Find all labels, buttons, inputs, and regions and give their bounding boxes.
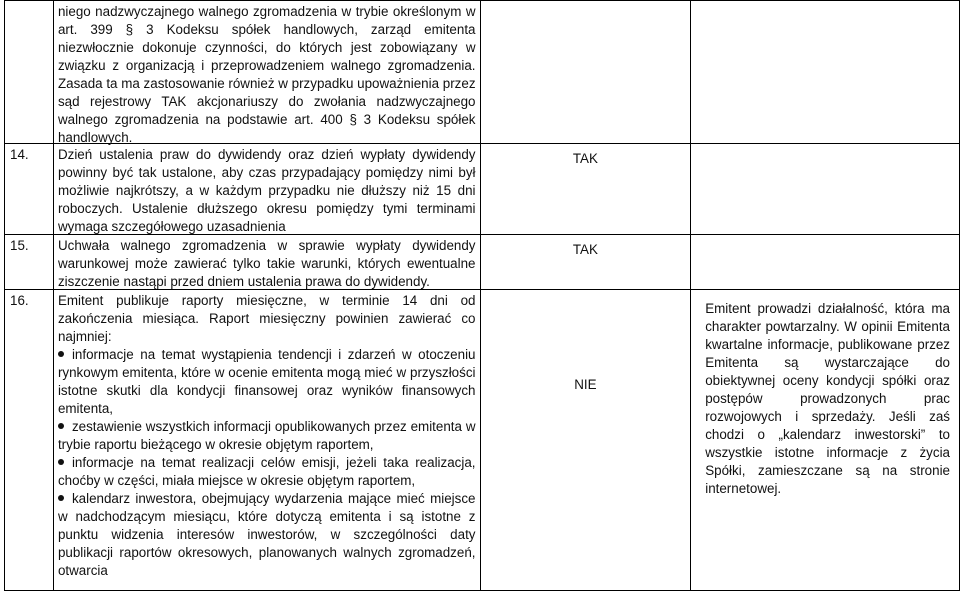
status-value: TAK xyxy=(572,242,598,257)
rule-text-block xyxy=(54,290,480,590)
table-row xyxy=(5,290,960,591)
list-item-text: zestawienie wszystkich informacji opublikowanych przez emitenta w trybie raportu bieżącego w okresie objętym raportem, xyxy=(57,419,476,452)
table-row xyxy=(5,144,960,235)
row-number: 15. xyxy=(10,238,29,253)
rule-text: niego nadzwyczajnego walnego zgromadzenia w trybie określonym w art. 399 § 3 Kodeksu spółek handlowych, zarząd emitenta niezwłocznie dokonuje czynności, do których jest zobowiązany w związku z organizacją i przeprowadzeniem walnego zgromadzenia. Zasada ta ma zastosowanie również w przypadku upoważnienia przez sąd rejestrowy TAK akcjonariuszy do zwołania nadzwyczajnego walnego zgromadzenia na podstawie art. 400 § 3 Kodeksu spółek handlowych. xyxy=(57,4,476,145)
row-number xyxy=(5,1,53,3)
list-item-text: informacje na temat realizacji celów emisji, jeżeli taka realizacja, choćby w części, miała miejsce w okresie objętym raportem, xyxy=(57,455,476,488)
list-item xyxy=(58,490,476,580)
status-cell xyxy=(480,1,691,144)
row-number: 16. xyxy=(10,293,29,308)
bullet-icon xyxy=(58,351,64,357)
comment-text: Emitent prowadzi działalność, która ma charakter powtarzalny. W opinii Emitenta kwartalne informacje, publikowane przez Emitenta są wystarczające do obiektywnej oceny kondycji spółki oraz postępów prowadzonych prac rozwojowych i sprzedaży. Jeśli zaś chodzi o „kalendarz inwestorski” to wszystkie istotne informacje z życia Spółki, zamieszczane są na stronie internetowej. xyxy=(705,301,950,496)
table-row xyxy=(5,235,960,290)
list-item xyxy=(58,418,476,454)
comment-cell xyxy=(691,1,960,144)
row-number-cell xyxy=(5,144,54,235)
status-cell xyxy=(480,235,691,290)
row-number: 14. xyxy=(10,147,29,162)
list-item-text: kalendarz inwestora, obejmujący wydarzenia mające mieć miejsce w nadchodzącym miesiącu, które dotyczą emitenta i są istotne z punktu widzenia interesów inwestorów, w szczególności daty publikacji raportów okresowych, planowanych walnych zgromadzeń, otwarcia xyxy=(57,491,476,578)
status-value: NIE xyxy=(574,377,597,392)
row-number-cell xyxy=(5,235,54,290)
table-row xyxy=(5,1,960,144)
status-value xyxy=(481,1,691,7)
comment-cell xyxy=(691,290,960,591)
status-cell xyxy=(480,290,691,591)
row-number-cell xyxy=(5,290,54,591)
list-item-text: informacje na temat wystąpienia tendencji i zdarzeń w otoczeniu rynkowym emitenta, które w ocenie emitenta mogą mieć w przyszłości istotne skutki dla kondycji finansowej oraz wyników finansowych emitenta, xyxy=(57,347,476,416)
rule-text: Dzień ustalenia praw do dywidendy oraz dzień wypłaty dywidendy powinny być tak ustalone, aby czas przypadający pomiędzy nimi był możliwie najkrótszy, a w każdym przypadku nie dłuższy niż 15 dni roboczych. Ustalenie dłuższego okresu pomiędzy tymi terminami wymaga szczegółowego uzasadnienia xyxy=(57,147,476,234)
rule-intro: Emitent publikuje raporty miesięczne, w terminie 14 dni od zakończenia miesiąca. Raport miesięczny powinien zawierać co najmniej: xyxy=(57,293,476,344)
comment-cell xyxy=(691,144,960,235)
bullet-icon xyxy=(58,423,64,429)
comment-cell xyxy=(691,235,960,290)
status-cell xyxy=(480,144,691,235)
governance-table xyxy=(4,0,960,591)
rule-text-cell xyxy=(53,235,480,290)
list-item xyxy=(58,346,476,418)
row-number-cell xyxy=(5,1,54,144)
status-value: TAK xyxy=(572,151,598,166)
bullet-icon xyxy=(58,495,64,501)
rule-text-cell xyxy=(53,290,480,591)
list-item xyxy=(58,454,476,490)
rule-text-cell xyxy=(53,144,480,235)
bullet-icon xyxy=(58,459,64,465)
rule-text: Uchwała walnego zgromadzenia w sprawie wypłaty dywidendy warunkowej może zawierać tylko takie warunki, których ewentualne ziszczenie nastąpi przed dniem ustalenia prawa do dywidendy. xyxy=(57,238,476,289)
rule-text-cell xyxy=(53,1,480,144)
